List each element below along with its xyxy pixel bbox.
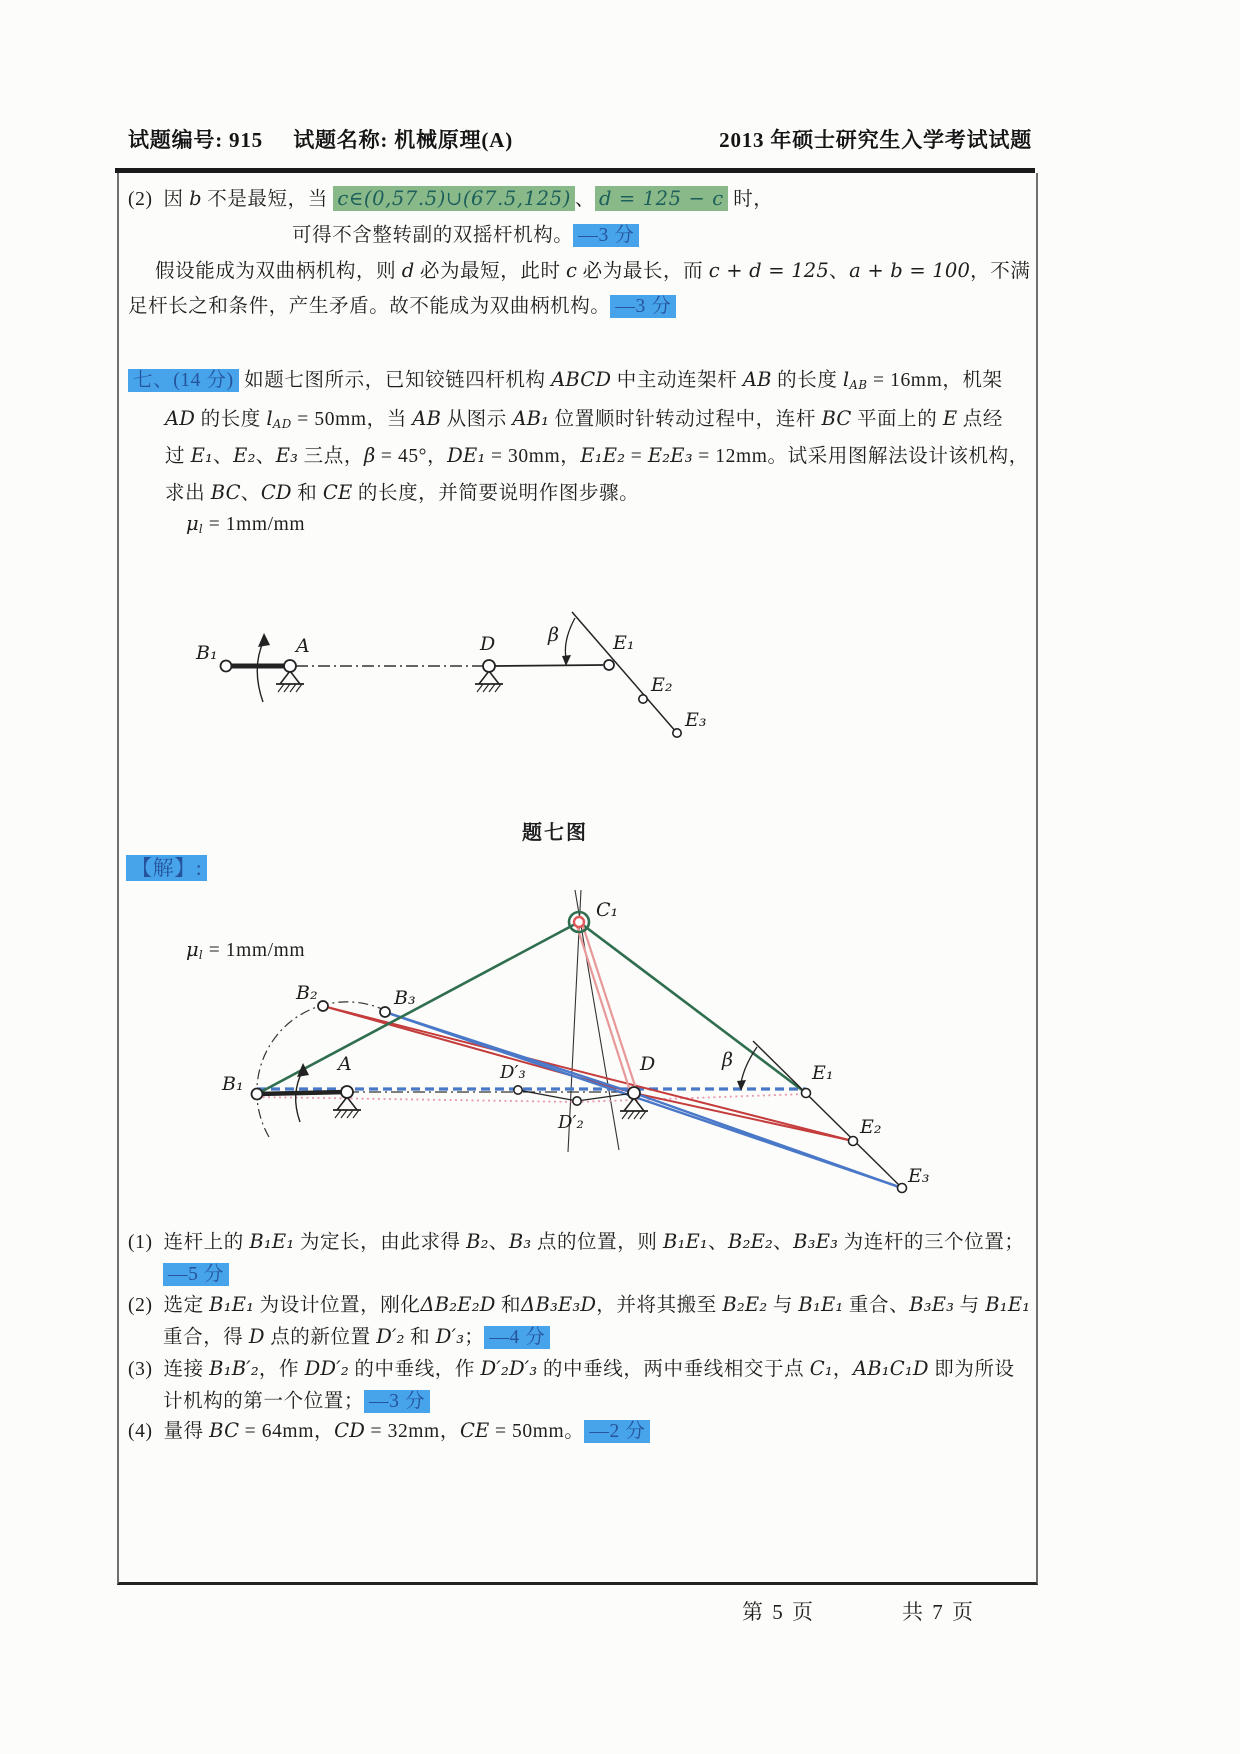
label-e3: E₃ xyxy=(685,709,707,731)
text-segment: DD′₂ xyxy=(304,1357,349,1380)
point-e3 xyxy=(673,729,681,737)
text-segment: E₃ xyxy=(275,444,299,467)
text-segment: 为连杆的三个位置； xyxy=(838,1232,1025,1253)
text-segment: AB₁ xyxy=(512,407,550,430)
point-e2 xyxy=(639,695,647,703)
text-segment: DE₁ xyxy=(447,444,486,467)
text-segment: AD xyxy=(165,407,196,430)
text-segment: 假设能成为双曲柄机构，则 xyxy=(155,261,402,282)
header-right: 2013 年硕士研究生入学考试试题 xyxy=(719,128,1032,152)
ground-d xyxy=(620,1087,648,1119)
point-e3 xyxy=(898,1184,907,1193)
intro-line-1 xyxy=(128,183,773,211)
text-segment: 的长度 xyxy=(195,409,267,430)
text-segment: 、 xyxy=(213,446,234,467)
solution-label: 【解】: xyxy=(126,855,207,881)
text-segment: D′₃ xyxy=(435,1325,465,1348)
text-segment: c + d = 125 xyxy=(708,259,830,282)
text-segment: E xyxy=(942,407,958,430)
text-segment: ΔB₃E₃D xyxy=(521,1293,597,1316)
text-segment: D′₂D′₃ xyxy=(480,1357,538,1380)
text-segment: l xyxy=(266,407,273,430)
label-e2: E₂ xyxy=(651,674,673,696)
text-segment: B₃ xyxy=(508,1230,532,1253)
text-segment: 的长度 xyxy=(771,370,843,391)
text-segment: AD xyxy=(272,416,292,431)
rotation-arrow-arc xyxy=(257,640,264,702)
text-segment: 平面上的 xyxy=(851,409,943,430)
line-d-e1 xyxy=(495,665,603,666)
text-segment: ，并将其搬至 xyxy=(596,1295,723,1316)
label-b3: B₃ xyxy=(394,987,416,1009)
text-segment: —2 分 xyxy=(584,1420,650,1443)
text-segment: 的中垂线，作 xyxy=(348,1359,481,1380)
step-line-2a xyxy=(128,1289,1030,1317)
text-segment: 点的新位置 xyxy=(264,1327,377,1348)
text-segment: CE xyxy=(322,481,353,504)
label-b1: B₁ xyxy=(222,1073,244,1095)
joint-b1 xyxy=(221,661,232,672)
text-segment: 点经 xyxy=(957,409,1003,430)
figure1-scale-label xyxy=(186,512,305,536)
bisector-d2d3-line xyxy=(575,890,619,1150)
label-c1: C₁ xyxy=(596,899,619,921)
text-segment: 点的位置，则 xyxy=(531,1232,663,1253)
text-segment: (4) 量得 xyxy=(128,1421,210,1442)
text-segment: c∈(0,57.5)∪(67.5,125) xyxy=(333,186,575,211)
text-segment: μ xyxy=(186,512,199,535)
step-line-3b xyxy=(163,1385,430,1413)
crank-path-arc xyxy=(257,1002,392,1137)
beta-angle-arc xyxy=(741,1047,757,1083)
text-segment: 必为最短，此时 xyxy=(414,261,567,282)
text-segment: E₁E₂ xyxy=(580,444,626,467)
step-line-2b xyxy=(163,1321,550,1349)
text-segment: 、 xyxy=(707,1232,729,1253)
rotation-arrow-arc xyxy=(296,1070,303,1122)
text-segment: AB xyxy=(742,368,772,391)
text-segment: 位置顺时针转动过程中，连杆 xyxy=(549,409,822,430)
ground-d xyxy=(475,660,503,692)
text-segment: 过 xyxy=(165,446,191,467)
text-segment: 如题七图所示，已知铰链四杆机构 xyxy=(238,370,552,391)
link-c1-e1 xyxy=(579,922,806,1093)
text-segment: l xyxy=(842,368,850,391)
header-left: 试题编号: 915 试题名称: 机械原理(A) xyxy=(128,128,513,152)
text-segment: —3 分 xyxy=(364,1390,430,1413)
text-segment: l xyxy=(198,521,204,536)
text-segment: 、 xyxy=(829,261,850,282)
text-segment: D xyxy=(248,1325,265,1348)
question-line-4 xyxy=(165,477,639,505)
figure2-solution-diagram xyxy=(117,885,967,1205)
text-segment: μ xyxy=(186,938,199,961)
text-segment: ； xyxy=(464,1327,485,1348)
point-e1 xyxy=(604,660,614,670)
text-segment: = 16mm，机架 xyxy=(867,370,1003,391)
text-segment: BC xyxy=(821,407,852,430)
text-segment: 与 xyxy=(767,1295,799,1316)
text-segment: BC xyxy=(209,1419,240,1442)
label-d3-prime: D′₃ xyxy=(500,1062,526,1083)
intro-line-3 xyxy=(155,255,1030,283)
text-segment: 、 xyxy=(255,446,276,467)
text-segment: l xyxy=(198,947,204,962)
point-e2 xyxy=(849,1137,858,1146)
text-segment: = 30mm， xyxy=(485,446,581,467)
text-segment: b xyxy=(189,187,202,210)
text-segment: 计机构的第一个位置； xyxy=(163,1391,365,1412)
step-line-4 xyxy=(128,1415,650,1443)
label-b1: B₁ xyxy=(196,642,218,664)
coupler-b2e2-line xyxy=(323,1006,853,1141)
text-segment: c xyxy=(566,259,578,282)
point-d3-prime xyxy=(514,1086,522,1094)
text-segment: —5 分 xyxy=(163,1263,229,1286)
line-d-e3 xyxy=(634,1093,902,1188)
intro-line-2 xyxy=(292,219,639,247)
label-a: A xyxy=(296,635,310,657)
text-segment: B₁E₁ xyxy=(249,1230,295,1253)
text-segment: ，不满 xyxy=(970,261,1031,282)
text-segment: 必为最长，而 xyxy=(577,261,709,282)
label-e1: E₁ xyxy=(812,1062,834,1084)
text-segment: CD xyxy=(260,481,292,504)
text-segment: D′₂ xyxy=(376,1325,405,1348)
label-d: D xyxy=(480,633,496,655)
text-segment: ΔB₂E₂D xyxy=(420,1293,496,1316)
rocker-c1-d-line-1 xyxy=(576,923,631,1094)
rotation-arrow-head xyxy=(297,1063,309,1077)
text-segment: —3 分 xyxy=(610,295,676,318)
joint-c1-inner-ring xyxy=(574,917,584,927)
point-e1 xyxy=(802,1089,811,1098)
text-segment: 即为所设 xyxy=(928,1359,1015,1380)
text-segment: E₂E₃ xyxy=(647,444,693,467)
label-b2: B₂ xyxy=(296,982,318,1004)
beta-arrow-head xyxy=(562,655,571,666)
text-segment: 时， xyxy=(727,189,774,210)
text-segment: 重合、 xyxy=(843,1295,910,1316)
text-segment: 三点， xyxy=(298,446,364,467)
text-segment: 为设计位置，刚化 xyxy=(254,1295,421,1316)
text-segment: = xyxy=(625,446,648,467)
text-segment: AB₁C₁D xyxy=(852,1357,929,1380)
text-segment: ，作 xyxy=(258,1359,305,1380)
line-e1-e3 xyxy=(572,612,677,733)
text-segment: BC xyxy=(210,481,241,504)
text-segment: 与 xyxy=(954,1295,986,1316)
text-segment: 求出 xyxy=(165,483,211,504)
crank-ab1-bar xyxy=(257,1092,347,1094)
text-segment: = 50mm，当 xyxy=(291,409,413,430)
text-segment: B₁E₁ xyxy=(798,1293,844,1316)
question-line-2 xyxy=(165,403,1003,431)
text-segment: B₁E₁ xyxy=(209,1293,255,1316)
text-segment: B₂ xyxy=(466,1230,489,1253)
text-segment: 为定长，由此求得 xyxy=(294,1232,467,1253)
label-d: D xyxy=(640,1053,656,1075)
text-segment: (2) 选定 xyxy=(128,1295,210,1316)
intro-line-4 xyxy=(128,290,676,318)
text-segment: = 12mm。试采用图解法设计该机构， xyxy=(692,446,1029,467)
text-segment: = 32mm， xyxy=(365,1421,460,1442)
text-segment: 和 xyxy=(291,483,323,504)
rocker-c1-d-line-2 xyxy=(582,923,637,1092)
text-segment: B₂E₂ xyxy=(722,1293,768,1316)
text-segment: = 45°， xyxy=(375,446,448,467)
text-segment: 和 xyxy=(495,1295,522,1316)
joint-b3 xyxy=(380,1007,390,1017)
label-a: A xyxy=(338,1053,352,1075)
question-line-3 xyxy=(165,440,1029,468)
text-segment: = 1mm/mm xyxy=(203,940,306,961)
text-segment: (3) 连接 xyxy=(128,1359,210,1380)
label-e1: E₁ xyxy=(613,632,635,654)
footer-total-pages: 共 7 页 xyxy=(902,1600,975,1624)
text-segment: AB xyxy=(849,377,868,392)
text-segment: E₁ xyxy=(190,444,214,467)
label-e3: E₃ xyxy=(908,1165,930,1187)
text-segment: β xyxy=(363,444,376,467)
text-segment: 足杆长之和条件，产生矛盾。故不能成为双曲柄机构。 xyxy=(128,296,611,317)
text-segment: ， xyxy=(832,1359,853,1380)
text-segment: = 50mm。 xyxy=(489,1421,585,1442)
text-segment: 、 xyxy=(773,1232,794,1253)
text-segment: 、 xyxy=(574,189,596,210)
text-segment: 的中垂线，两中垂线相交于点 xyxy=(537,1359,810,1380)
text-segment: B₂E₂ xyxy=(728,1230,774,1253)
label-beta: β xyxy=(722,1049,733,1071)
text-segment: (1) 连杆上的 xyxy=(128,1232,250,1253)
step-line-1b xyxy=(163,1258,229,1286)
text-segment: —4 分 xyxy=(484,1326,550,1349)
text-segment: 的长度，并简要说明作图步骤。 xyxy=(352,483,640,504)
text-segment: E₂ xyxy=(233,444,256,467)
text-segment: B₁E₁ xyxy=(662,1230,708,1253)
text-segment: 和 xyxy=(404,1327,436,1348)
text-segment: B₁B′₂ xyxy=(209,1357,259,1380)
figure-caption: 题七图 xyxy=(522,822,588,844)
text-segment: —3 分 xyxy=(573,224,639,247)
joint-b1 xyxy=(252,1089,263,1100)
rotation-arrow-head xyxy=(258,633,270,647)
text-segment: d xyxy=(401,259,415,282)
text-segment: 可得不含整转副的双摇杆机构。 xyxy=(292,225,574,246)
footer-page-number: 第 5 页 xyxy=(742,1600,815,1624)
point-d2-prime xyxy=(573,1097,581,1105)
label-beta: β xyxy=(548,624,559,646)
text-segment: 重合，得 xyxy=(163,1327,249,1348)
text-segment: 中主动连架杆 xyxy=(611,370,743,391)
step-line-1a xyxy=(128,1226,1025,1254)
step-line-3a xyxy=(128,1353,1015,1381)
text-segment: 从图示 xyxy=(441,409,513,430)
text-segment: = 64mm， xyxy=(239,1421,335,1442)
text-segment: (2) 因 xyxy=(128,189,190,210)
text-segment: B₁E₁ xyxy=(985,1293,1031,1316)
text-segment: B₃E₃ xyxy=(793,1230,839,1253)
question-line-1 xyxy=(128,364,1003,392)
text-segment: d = 125 − c xyxy=(595,186,728,211)
text-segment: C₁ xyxy=(809,1357,833,1380)
text-segment: CE xyxy=(459,1419,490,1442)
text-segment: ABCD xyxy=(551,368,612,391)
beta-angle-arc xyxy=(565,618,575,658)
figure1-linkage-diagram xyxy=(117,555,857,770)
text-segment: a + b = 100 xyxy=(849,259,971,282)
text-segment: 、 xyxy=(488,1232,509,1253)
label-d2-prime: D′₂ xyxy=(558,1112,584,1133)
text-segment: CD xyxy=(334,1419,366,1442)
text-segment: = 1mm/mm xyxy=(203,514,306,535)
text-segment: 七、(14 分) xyxy=(128,369,239,392)
joint-b2 xyxy=(318,1001,328,1011)
text-segment: 不是最短，当 xyxy=(201,189,334,210)
label-e2: E₂ xyxy=(860,1116,882,1138)
text-segment: AB xyxy=(412,407,442,430)
text-segment: B₃E₃ xyxy=(909,1293,955,1316)
text-segment: 、 xyxy=(240,483,261,504)
moved-b2e2-dotted-line xyxy=(257,1094,806,1102)
